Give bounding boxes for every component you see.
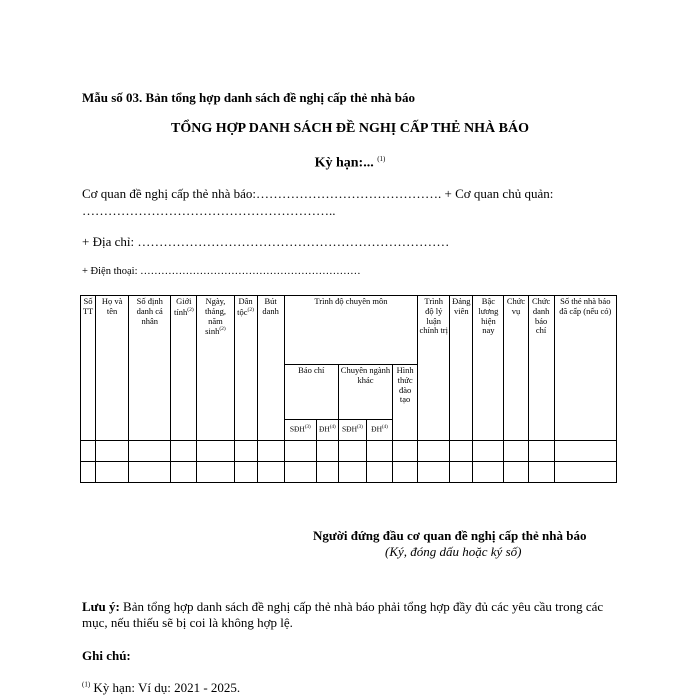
header-journalism-dh: ĐH$^{(4)}$ — [316, 420, 338, 441]
header-journalism-sdh: SĐH$^{(3)}$ — [284, 420, 316, 441]
header-gender: Giới tính$^{(2)}$ — [171, 296, 197, 441]
header-press-title: Chức danh báo chí — [528, 296, 554, 441]
header-position: Chức vụ — [504, 296, 528, 441]
header-dob: Ngày, tháng, năm $\sinh^{(2)}$ — [197, 296, 234, 441]
header-political-theory: Trình độ lý luận chính trị — [418, 296, 450, 441]
header-training-form: Hình thức đào tạo — [393, 365, 418, 441]
period-line — [0, 155, 700, 172]
header-other-dh: ĐH$^{(4)}$ — [366, 420, 392, 441]
agency-line-1: Cơ quan đề nghị cấp thẻ nhà báo:……………………………………. + Cơ quan chủ quản: — [82, 186, 554, 201]
header-other-sdh: SĐH$^{(3)}$ — [338, 420, 366, 441]
header-other-major: Chuyên ngành khác — [338, 365, 392, 420]
remarks-heading: Ghi chú: — [82, 648, 131, 663]
phone-line: + Điện thoại: ……………………………………………………… — [82, 266, 361, 277]
address-line: + Địa chỉ: ……………………………………………………………… — [82, 234, 450, 249]
period-footnote-mark: (1) — [377, 155, 386, 163]
agency-line-2: ………………………………………………….. — [82, 203, 336, 218]
header-expertise: Trình độ chuyên môn — [284, 296, 417, 365]
header-ethnic: Dân tộc$^{(2)}$ — [234, 296, 257, 441]
header-party-member: Đảng viên — [450, 296, 473, 441]
table-row — [81, 441, 617, 462]
header-stt: Số TT — [81, 296, 96, 441]
header-salary-grade: Bậc lương hiện nay — [473, 296, 504, 441]
form-number: Mẫu số 03. Bản tổng hợp danh sách đề nghị cấp thẻ nhà báo — [82, 90, 416, 105]
note-text: Bản tổng hợp danh sách đề nghị cấp thẻ nhà báo phải tổng hợp đầy đủ các yêu cầu trong các mục, nếu thiếu sẽ bị coi là không hợp lệ. — [82, 599, 604, 630]
footnote-1-mark: (1) — [82, 680, 91, 689]
header-personal-id: Số định danh cá nhân — [129, 296, 171, 441]
note-paragraph — [82, 599, 622, 631]
period-label: Kỳ hạn:... — [314, 155, 374, 171]
header-journalism: Báo chí — [284, 365, 338, 420]
footnote-1 — [82, 680, 240, 696]
header-name: Họ và tên — [96, 296, 129, 441]
document-title: TỔNG HỢP DANH SÁCH ĐỀ NGHỊ CẤP THẺ NHÀ BÁO — [171, 121, 529, 136]
signer-subtitle: (Ký, đóng dấu hoặc ký số) — [385, 544, 522, 559]
signer-title: Người đứng đầu cơ quan đề nghị cấp thẻ nhà báo — [313, 528, 587, 543]
table-row — [81, 462, 617, 483]
header-card-number: Số thẻ nhà báo đã cấp (nếu có) — [554, 296, 616, 441]
note-label: Lưu ý: — [82, 599, 120, 614]
candidate-table — [80, 295, 617, 483]
footnote-1-text: Kỳ hạn: Ví dụ: 2021 - 2025. — [90, 680, 241, 695]
header-pen-name: Bút danh — [257, 296, 284, 441]
